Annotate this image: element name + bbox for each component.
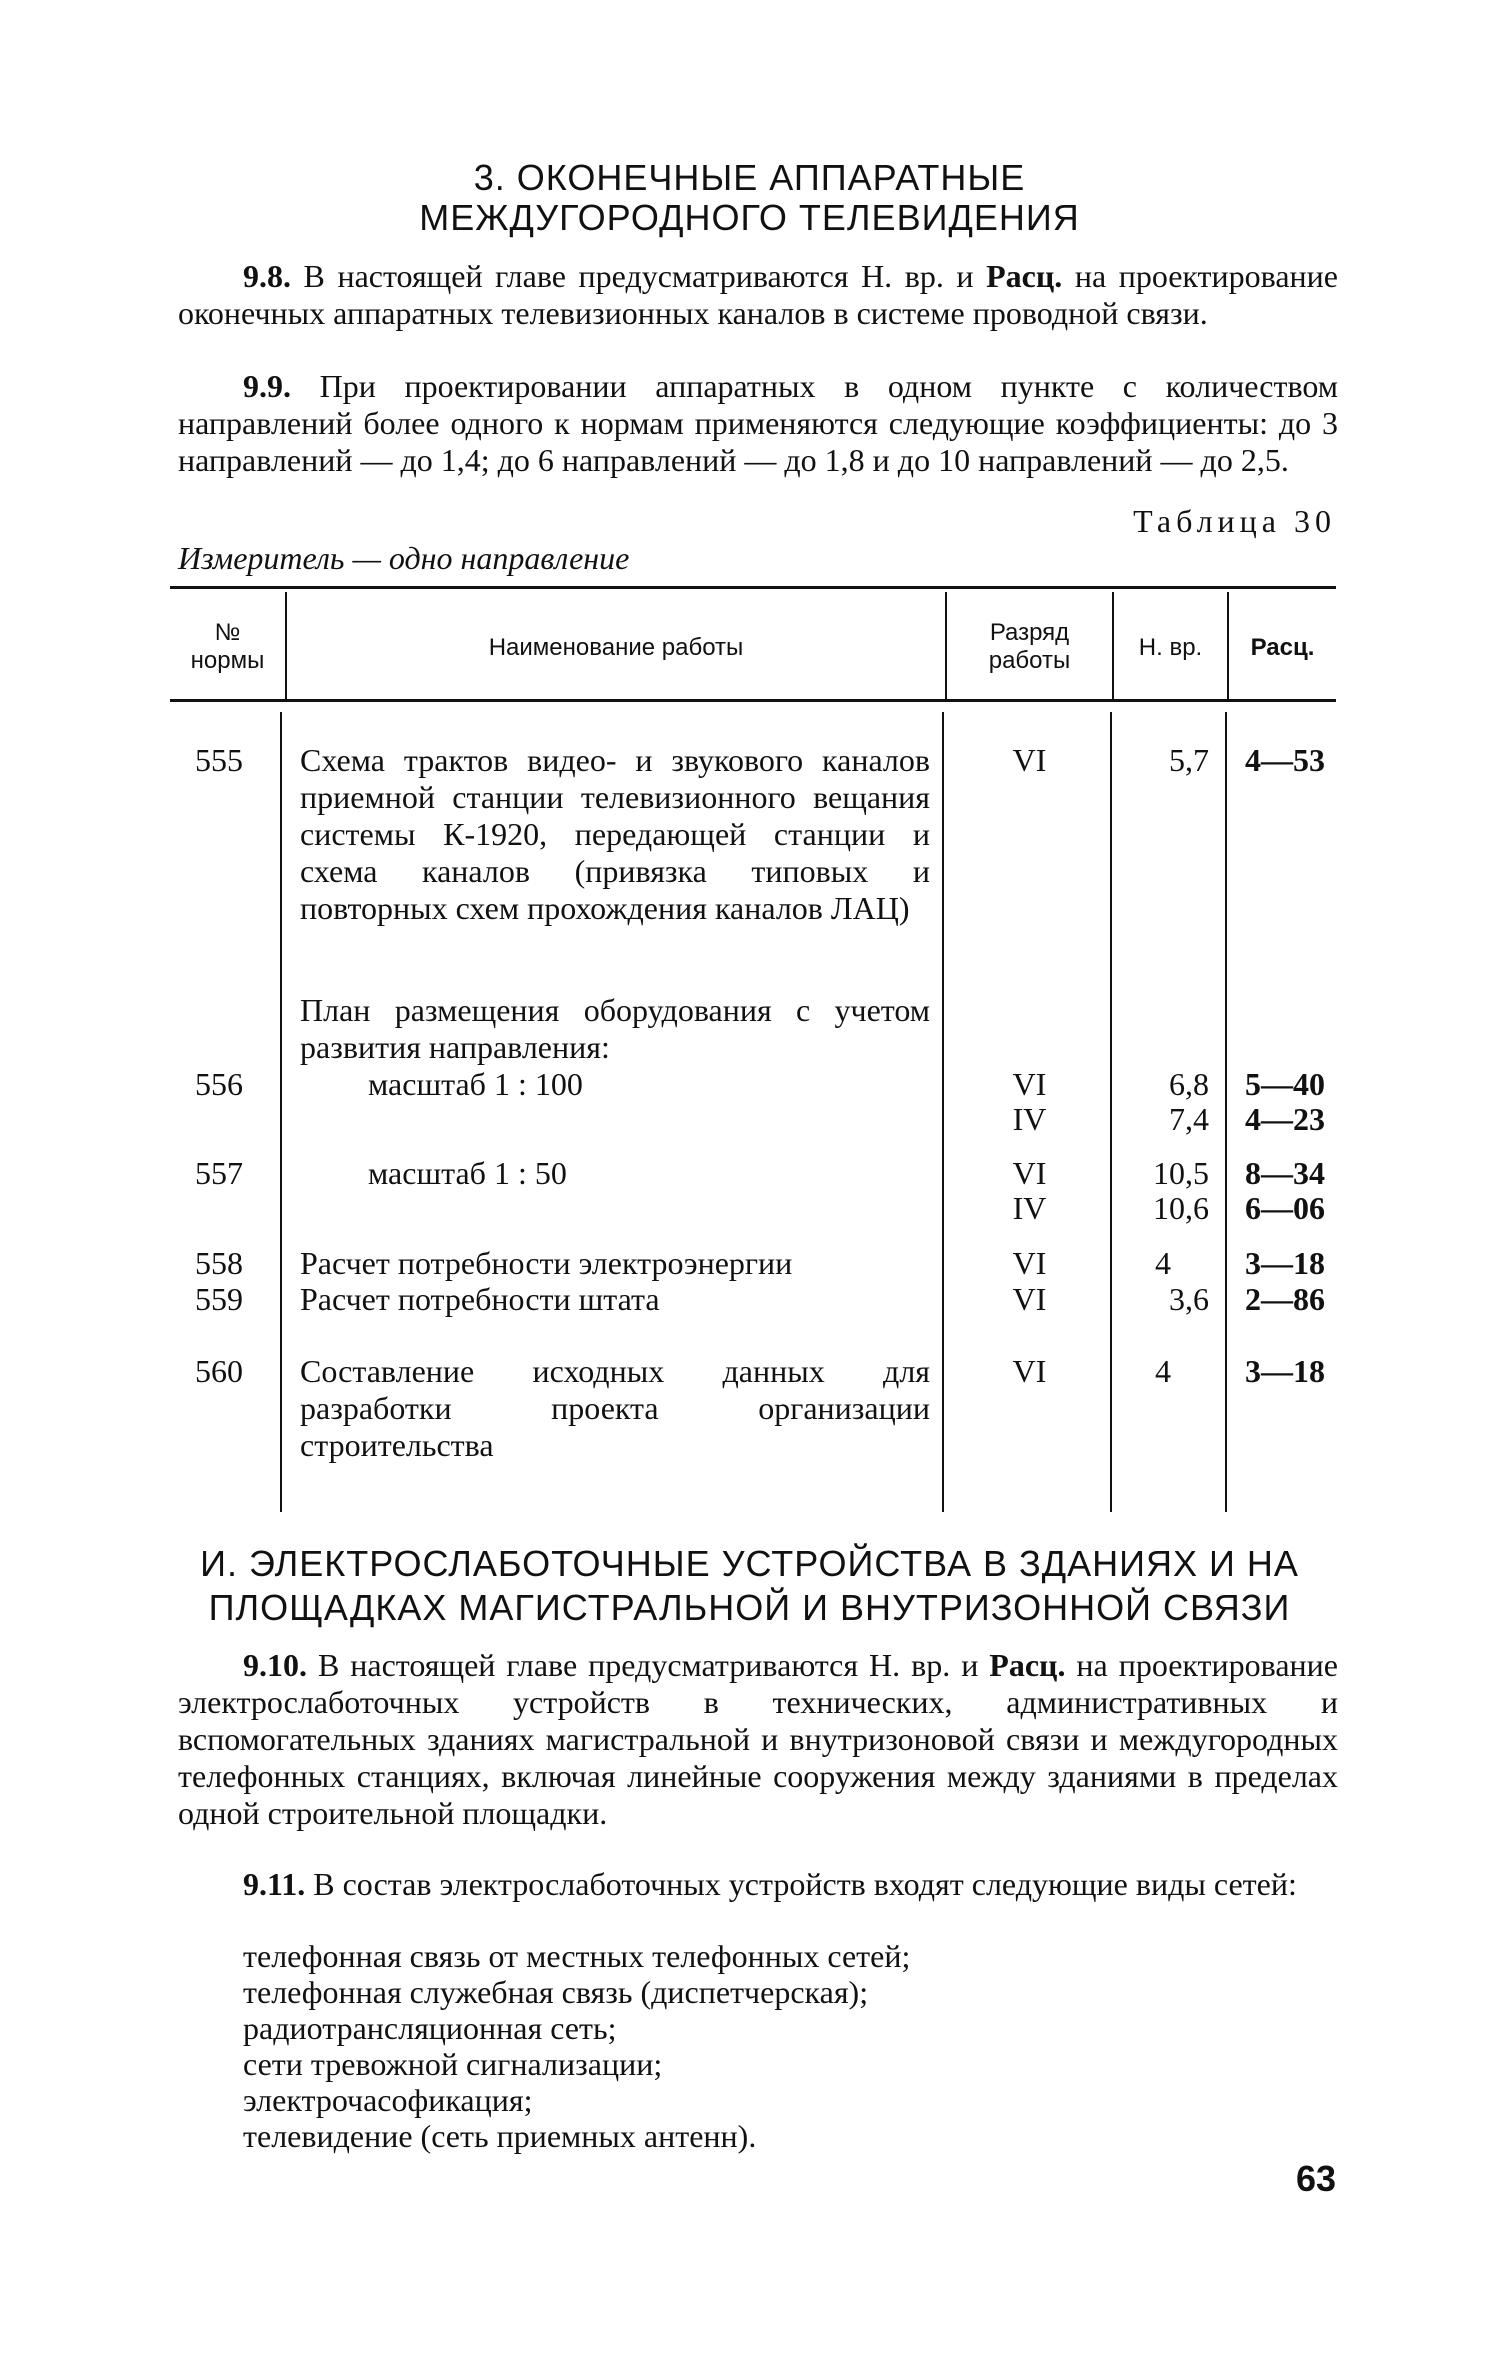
- row-558-norm: 558: [195, 1245, 243, 1281]
- section-i-title-line2: ПЛОЩАДКАХ МАГИСТРАЛЬНОЙ И ВНУТРИЗОННОЙ СВЯЗИ: [208, 1587, 1291, 1628]
- row-555-time: 5,7: [1169, 742, 1209, 778]
- page-number: 63: [1295, 2158, 1336, 2199]
- row-557-norm: 557: [195, 1155, 243, 1191]
- paragraph-9-9: 9.9. При проектировании аппаратных в одном пункте с количеством направлений более одного к нормам применяются следующие коэффициенты: до 3 направлений — до 1,4; до 6 направлений — до 1,8 и до 10 направлений — до 2,5.: [178, 368, 1338, 478]
- row-556-rate-2: 4—23: [1245, 1101, 1325, 1137]
- table-header-rule: [170, 699, 1336, 702]
- header-name: Наименование работы: [488, 634, 744, 661]
- row-555-grade: VI: [1012, 742, 1047, 778]
- row-556-time-2: 7,4: [1169, 1101, 1209, 1137]
- row-556-grade-2: IV: [1012, 1101, 1047, 1137]
- row-558-time: 4: [1155, 1245, 1171, 1281]
- paragraph-9-11: 9.11. В состав электрослаботочных устройств входят следующие виды сетей:: [243, 1866, 1297, 1902]
- row-558-desc: Расчет потребности электроэнергии: [300, 1245, 793, 1281]
- group-title: План размещения оборудования с учетом развития направления:: [300, 992, 930, 1065]
- row-560-norm: 560: [195, 1353, 243, 1389]
- column-rule: [280, 712, 282, 1512]
- row-557-time: 10,5: [1153, 1155, 1209, 1191]
- header-norm: № нормы: [190, 619, 265, 674]
- paragraph-number: 9.8.: [243, 258, 291, 294]
- row-557-rate: 8—34: [1245, 1155, 1325, 1191]
- row-558-grade: VI: [1012, 1245, 1047, 1281]
- row-557-time-2: 10,6: [1153, 1190, 1209, 1226]
- table-caption: Таблица 30: [1133, 503, 1336, 539]
- row-560-desc: Составление исходных данных для разработки проекта организации строительства: [300, 1353, 930, 1463]
- row-557-grade: VI: [1012, 1155, 1047, 1191]
- row-559-desc: Расчет потребности штата: [300, 1281, 660, 1317]
- row-557-desc: масштаб 1 : 50: [368, 1155, 567, 1191]
- section-i-title-line1: И. ЭЛЕКТРОСЛАБОТОЧНЫЕ УСТРОЙСТВА В ЗДАНИЯХ И НА: [200, 1543, 1299, 1584]
- table-measure: Измеритель — одно направление: [178, 540, 630, 576]
- row-556-rate: 5—40: [1245, 1066, 1325, 1102]
- list-item: телефонная связь от местных телефонных сетей;: [243, 1938, 911, 1974]
- list-item: сети тревожной сигнализации;: [243, 2046, 663, 2082]
- list-item: телевидение (сеть приемных антенн).: [243, 2118, 757, 2154]
- section-3-title-line1: 3. ОКОНЕЧНЫЕ АППАРАТНЫЕ: [473, 157, 1026, 198]
- row-556-grade: VI: [1012, 1066, 1047, 1102]
- row-557-rate-2: 6—06: [1245, 1190, 1325, 1226]
- row-560-rate: 3—18: [1245, 1353, 1325, 1389]
- row-555-norm: 555: [195, 742, 243, 778]
- paragraph-number: 9.11.: [243, 1866, 306, 1902]
- row-559-grade: VI: [1012, 1281, 1047, 1317]
- row-560-time: 4: [1155, 1353, 1171, 1389]
- row-559-rate: 2—86: [1245, 1281, 1325, 1317]
- header-time: Н. вр.: [1138, 634, 1203, 661]
- paragraph-9-10: 9.10. В настоящей главе предусматриваются Н. вр. и Расц. на проектирование электрослаботочных устройств в технических, административных и вспомогательных зданиях магистральной и внутризоновой связи и междугородных телефонных станциях, включая линейные сооружения между зданиями в пределах одной строительной площадки.: [178, 1647, 1339, 1831]
- row-556-desc: масштаб 1 : 100: [368, 1066, 583, 1102]
- section-3-title-line2: МЕЖДУГОРОДНОГО ТЕЛЕВИДЕНИЯ: [419, 197, 1080, 238]
- paragraph-number: 9.9.: [243, 368, 291, 404]
- list-item: телефонная служебная связь (диспетчерская);: [243, 1974, 869, 2010]
- row-555-rate: 4—53: [1245, 742, 1325, 778]
- row-559-norm: 559: [195, 1281, 243, 1317]
- network-types-list: [243, 1938, 910, 2154]
- row-556-time: 6,8: [1169, 1066, 1209, 1102]
- row-559-time: 3,6: [1169, 1281, 1209, 1317]
- list-item: радиотрансляционная сеть;: [243, 2010, 617, 2046]
- row-556-norm: 556: [195, 1066, 243, 1102]
- paragraph-number: 9.10.: [243, 1647, 307, 1683]
- column-rule: [942, 712, 944, 1512]
- row-557-grade-2: IV: [1012, 1190, 1047, 1226]
- table-top-rule: [170, 586, 1336, 589]
- paragraph-9-8: 9.8. В настоящей главе предусматриваются Н. вр. и Расц. на проектирование оконечных аппаратных телевизионных каналов в системе проводной связи.: [178, 258, 1339, 331]
- row-558-rate: 3—18: [1245, 1245, 1325, 1281]
- row-555-desc: Схема трактов видео- и звукового каналов приемной станции телевизионного вещания системы К-1920, передающей станции и схема каналов (привязка типовых и повторных схем прохождения каналов ЛАЦ): [300, 742, 930, 926]
- header-grade: Разряд работы: [988, 619, 1071, 674]
- header-rate: Расц.: [1250, 634, 1315, 661]
- list-item: электрочасофикация;: [243, 2082, 533, 2118]
- column-rule: [1225, 712, 1227, 1512]
- row-560-grade: VI: [1012, 1353, 1047, 1389]
